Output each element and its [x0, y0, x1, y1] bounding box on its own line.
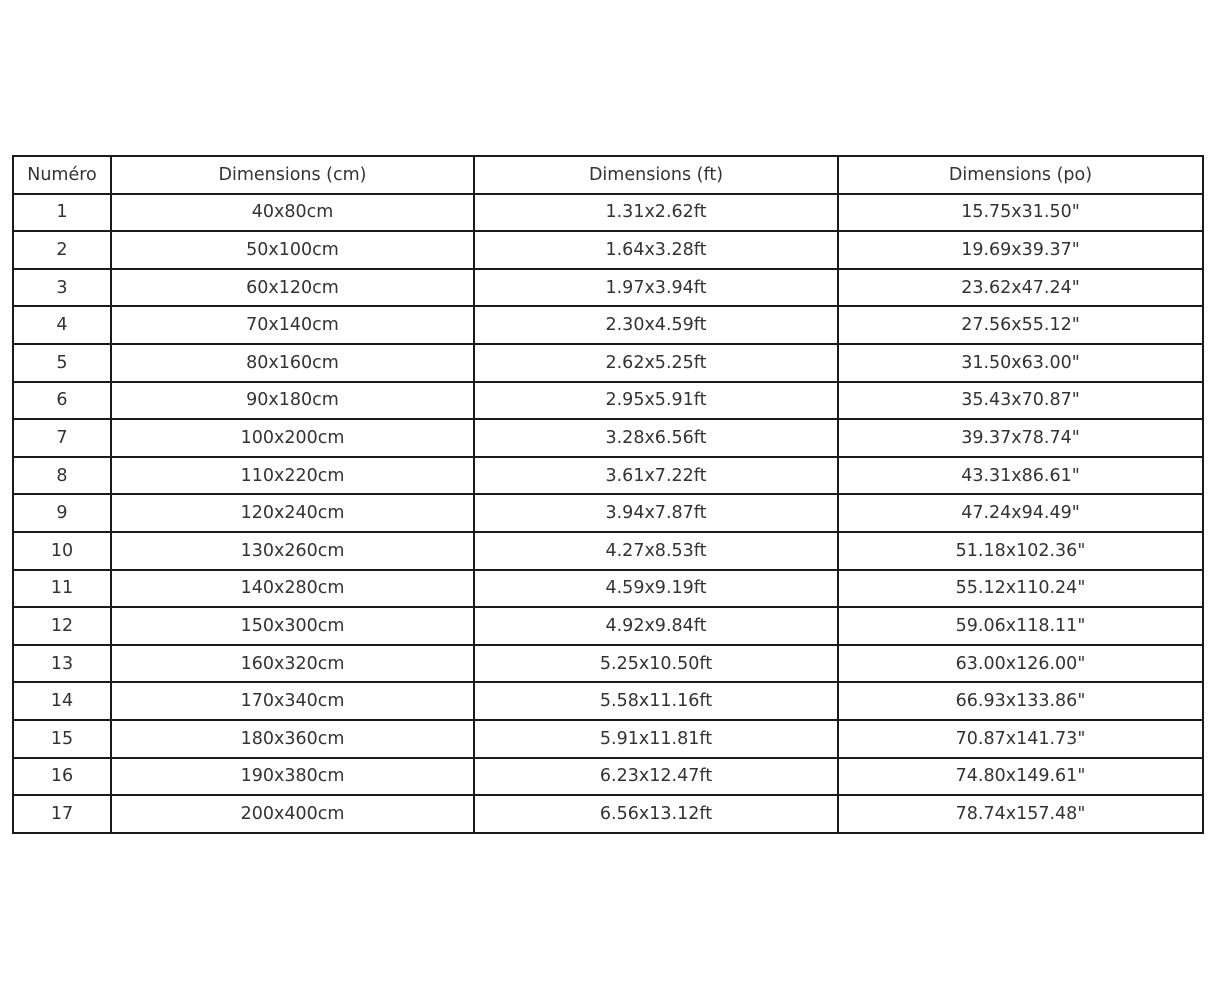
table-cell: 7 [13, 419, 111, 457]
header-row [13, 156, 1203, 194]
table-cell: 2.62x5.25ft [474, 344, 838, 382]
table-cell: 50x100cm [111, 231, 474, 269]
column-header: Dimensions (ft) [474, 156, 838, 194]
table-cell: 74.80x149.61" [838, 758, 1203, 796]
table-cell: 3.94x7.87ft [474, 494, 838, 532]
table-cell: 2 [13, 231, 111, 269]
table-cell: 59.06x118.11" [838, 607, 1203, 645]
table-cell: 19.69x39.37" [838, 231, 1203, 269]
table-cell: 200x400cm [111, 795, 474, 833]
table-cell: 60x120cm [111, 269, 474, 307]
table-cell: 1.31x2.62ft [474, 194, 838, 232]
table-row [13, 269, 1203, 307]
table-cell: 63.00x126.00" [838, 645, 1203, 683]
table-cell: 140x280cm [111, 570, 474, 608]
table-row [13, 494, 1203, 532]
table-cell: 4.27x8.53ft [474, 532, 838, 570]
table-cell: 190x380cm [111, 758, 474, 796]
table-row [13, 758, 1203, 796]
table-cell: 180x360cm [111, 720, 474, 758]
table-row [13, 720, 1203, 758]
table-row [13, 607, 1203, 645]
table-cell: 51.18x102.36" [838, 532, 1203, 570]
table-cell: 70x140cm [111, 306, 474, 344]
table-row [13, 382, 1203, 420]
table-cell: 2.30x4.59ft [474, 306, 838, 344]
table-row [13, 532, 1203, 570]
dimensions-table [12, 155, 1204, 834]
table-cell: 5.58x11.16ft [474, 682, 838, 720]
table-cell: 110x220cm [111, 457, 474, 495]
table-cell: 120x240cm [111, 494, 474, 532]
table-cell: 14 [13, 682, 111, 720]
table-cell: 78.74x157.48" [838, 795, 1203, 833]
table-cell: 12 [13, 607, 111, 645]
table-cell: 9 [13, 494, 111, 532]
table-cell: 15 [13, 720, 111, 758]
table-cell: 100x200cm [111, 419, 474, 457]
table-cell: 11 [13, 570, 111, 608]
table-cell: 17 [13, 795, 111, 833]
table-cell: 150x300cm [111, 607, 474, 645]
table-cell: 90x180cm [111, 382, 474, 420]
table-cell: 5 [13, 344, 111, 382]
table-cell: 160x320cm [111, 645, 474, 683]
table-cell: 15.75x31.50" [838, 194, 1203, 232]
table-cell: 170x340cm [111, 682, 474, 720]
table-cell: 5.91x11.81ft [474, 720, 838, 758]
table-cell: 4.92x9.84ft [474, 607, 838, 645]
table-row [13, 344, 1203, 382]
table-cell: 1.97x3.94ft [474, 269, 838, 307]
table-cell: 6.23x12.47ft [474, 758, 838, 796]
table-cell: 3.61x7.22ft [474, 457, 838, 495]
table-cell: 10 [13, 532, 111, 570]
table-cell: 6.56x13.12ft [474, 795, 838, 833]
table-cell: 43.31x86.61" [838, 457, 1203, 495]
table-row [13, 419, 1203, 457]
table-cell: 23.62x47.24" [838, 269, 1203, 307]
column-header: Dimensions (po) [838, 156, 1203, 194]
table-cell: 66.93x133.86" [838, 682, 1203, 720]
table-cell: 3.28x6.56ft [474, 419, 838, 457]
table-cell: 35.43x70.87" [838, 382, 1203, 420]
table-row [13, 306, 1203, 344]
table-cell: 1.64x3.28ft [474, 231, 838, 269]
table-cell: 3 [13, 269, 111, 307]
table-cell: 39.37x78.74" [838, 419, 1203, 457]
table-cell: 6 [13, 382, 111, 420]
table-cell: 2.95x5.91ft [474, 382, 838, 420]
table-row [13, 682, 1203, 720]
table-row [13, 457, 1203, 495]
table-cell: 4.59x9.19ft [474, 570, 838, 608]
table-cell: 130x260cm [111, 532, 474, 570]
table-cell: 40x80cm [111, 194, 474, 232]
table-row [13, 795, 1203, 833]
table-cell: 4 [13, 306, 111, 344]
table-cell: 55.12x110.24" [838, 570, 1203, 608]
table-cell: 8 [13, 457, 111, 495]
table-row [13, 194, 1203, 232]
table-cell: 13 [13, 645, 111, 683]
table-cell: 16 [13, 758, 111, 796]
table-cell: 31.50x63.00" [838, 344, 1203, 382]
table-body [13, 194, 1203, 833]
table-cell: 27.56x55.12" [838, 306, 1203, 344]
column-header: Dimensions (cm) [111, 156, 474, 194]
table-cell: 1 [13, 194, 111, 232]
table-cell: 5.25x10.50ft [474, 645, 838, 683]
table-cell: 47.24x94.49" [838, 494, 1203, 532]
table-row [13, 231, 1203, 269]
table-row [13, 645, 1203, 683]
table-cell: 70.87x141.73" [838, 720, 1203, 758]
table-cell: 80x160cm [111, 344, 474, 382]
table-row [13, 570, 1203, 608]
column-header: Numéro [13, 156, 111, 194]
